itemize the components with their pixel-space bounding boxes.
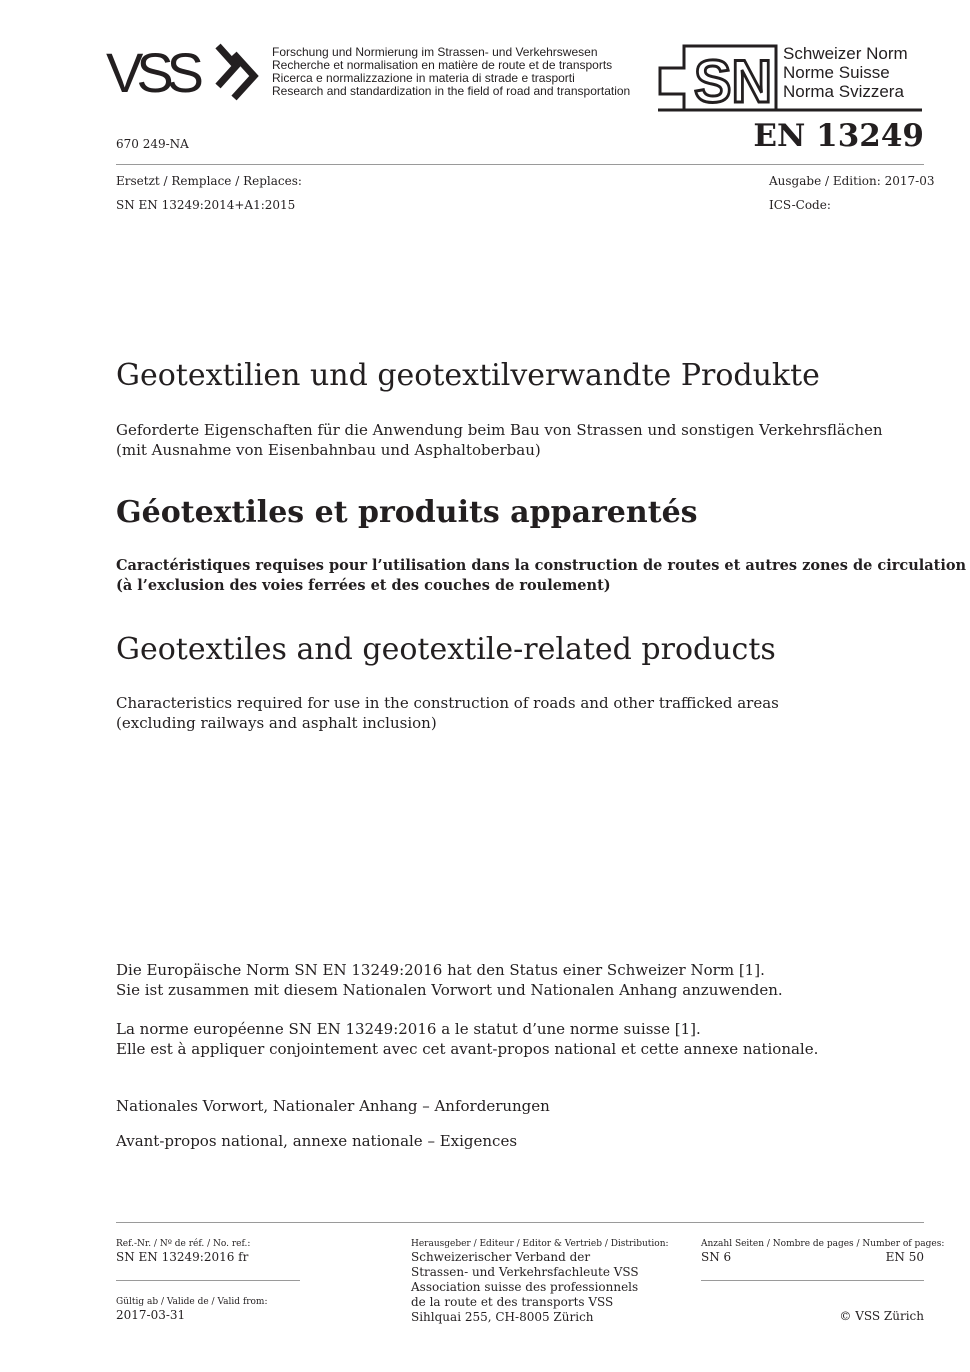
status-fr-line-2: Elle est à appliquer conjointement avec cet avant-propos national et cette annexe nationale. (116, 1040, 819, 1058)
sn-names (783, 44, 908, 101)
ref-value: SN EN 13249:2016 fr (116, 1250, 249, 1264)
subtitle-de-line-1: Geforderte Eigenschaften für die Anwendung beim Bau von Strassen und sonstigen Verkehrsflächen (116, 421, 883, 439)
valid-label: Gültig ab / Valide de / Valid from: (116, 1297, 268, 1307)
tagline-en: Research and standardization in the field of road and transportation (272, 84, 631, 98)
tagline-fr: Recherche et normalisation en matière de route et de transports (272, 58, 613, 72)
replaces-value: SN EN 13249:2014+A1:2015 (116, 198, 296, 212)
ref-label: Ref.-Nr. / Nº de réf. / No. ref.: (116, 1239, 251, 1249)
footer-divider (116, 1222, 924, 1223)
sn-name-de: Schweizer Norm (783, 44, 908, 63)
edition: Ausgabe / Edition: 2017-03 (769, 174, 935, 188)
pages-en: EN 50 (885, 1250, 924, 1264)
status-fr (116, 1019, 818, 1059)
tagline-it: Ricerca e normalizzazione in materia di strade e trasporti (272, 71, 575, 85)
subtitle-fr-line-2: (à l’exclusion des voies ferrées et des couches de roulement) (116, 577, 611, 594)
publisher-line: Sihlquai 255, CH-8005 Zürich (411, 1310, 594, 1324)
sn-name-fr: Norme Suisse (783, 63, 890, 82)
status-de (116, 960, 783, 1000)
subtitle-de (116, 420, 883, 460)
subtitle-en (116, 693, 779, 733)
subtitle-en-line-2: (excluding railways and asphalt inclusion) (116, 714, 437, 732)
status-fr-line-1: La norme européenne SN EN 13249:2016 a le statut d’une norme suisse [1]. (116, 1020, 701, 1038)
title-de: Geotextilien und geotextilverwandte Produkte (116, 358, 820, 393)
subtitle-fr (116, 556, 966, 596)
footer-right-divider (701, 1280, 924, 1281)
header-divider (116, 164, 924, 165)
status-de-line-2: Sie ist zusammen mit diesem Nationalen Vorwort und Nationalen Anhang anzuwenden. (116, 981, 783, 999)
publisher-address (411, 1250, 639, 1325)
title-en: Geotextiles and geotextile-related products (116, 632, 776, 667)
replaces-label: Ersetzt / Remplace / Replaces: (116, 174, 302, 188)
copyright: © VSS Zürich (839, 1309, 924, 1323)
status-de-line-1: Die Europäische Norm SN EN 13249:2016 hat den Status einer Schweizer Norm [1]. (116, 961, 765, 979)
standard-number: EN 13249 (753, 118, 924, 154)
subtitle-de-line-2: (mit Ausnahme von Eisenbahnbau und Asphaltoberbau) (116, 441, 541, 459)
ics-code: ICS-Code: (769, 198, 831, 212)
publisher-line: de la route et des transports VSS (411, 1295, 614, 1309)
foreword-de: Nationales Vorwort, Nationaler Anhang – Anforderungen (116, 1097, 550, 1115)
subtitle-en-line-1: Characteristics required for use in the construction of roads and other trafficked areas (116, 694, 779, 712)
publisher-line: Association suisse des professionnels (411, 1280, 639, 1294)
foreword-fr: Avant-propos national, annexe nationale – Exigences (116, 1132, 518, 1150)
svg-text:SN: SN (694, 48, 772, 114)
ref-code: 670 249-NA (116, 137, 189, 151)
publisher-line: Strassen- und Verkehrsfachleute VSS (411, 1265, 639, 1279)
vss-taglines (272, 46, 630, 98)
publisher-label: Herausgeber / Editeur / Editor & Vertrieb / Distribution: (411, 1239, 669, 1249)
valid-value: 2017-03-31 (116, 1308, 186, 1322)
subtitle-fr-line-1: Caractéristiques requises pour l’utilisation dans la construction de routes et autres zones de circulation (116, 557, 967, 574)
footer-left-divider (116, 1280, 300, 1281)
title-fr: Géotextiles et produits apparentés (116, 495, 698, 530)
publisher-line: Schweizerischer Verband der (411, 1250, 591, 1264)
svg-text:VSS: VSS (106, 41, 206, 102)
vss-logo (104, 40, 266, 102)
pages-sn: SN 6 (701, 1250, 732, 1264)
tagline-de: Forschung und Normierung im Strassen- und Verkehrswesen (272, 45, 598, 59)
pages-label: Anzahl Seiten / Nombre de pages / Number of pages: (701, 1239, 945, 1249)
sn-name-it: Norma Svizzera (783, 82, 904, 101)
vss-logo-icon (104, 40, 266, 102)
